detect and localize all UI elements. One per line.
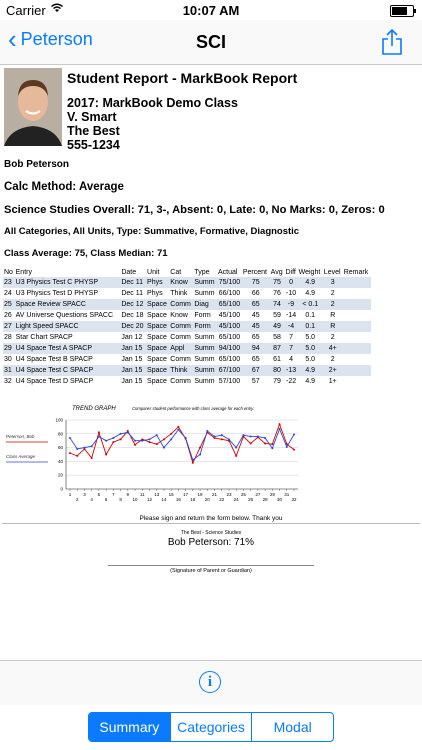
- report-title: Student Report - MarkBook Report: [67, 70, 298, 86]
- x-tick-label: 14: [161, 497, 167, 502]
- table-cell: Space: [147, 312, 167, 319]
- table-cell: 2: [330, 356, 335, 363]
- table-cell: 65/100: [218, 356, 241, 363]
- data-point: [112, 437, 114, 439]
- data-point: [120, 433, 122, 435]
- data-point: [199, 454, 201, 456]
- table-cell: Space Review SPACC: [15, 299, 121, 310]
- divider: [2, 523, 420, 524]
- table-cell: 7: [284, 343, 297, 354]
- data-point: [134, 444, 136, 446]
- table-cell: [343, 288, 371, 299]
- x-tick-label: 2: [75, 497, 79, 502]
- data-point: [91, 457, 93, 459]
- data-point: [120, 438, 122, 440]
- table-cell: Phys: [146, 277, 169, 288]
- data-point: [250, 442, 252, 444]
- x-tick-label: 16: [175, 497, 181, 502]
- table-cell: R: [323, 321, 343, 332]
- table-cell: 65: [251, 356, 260, 363]
- segment-summary[interactable]: Summary: [89, 713, 170, 741]
- table-cell: U4 Space Test C SPACP: [15, 365, 121, 376]
- table-cell: Star Chart SPACP: [15, 334, 73, 341]
- table-cell: 5.0: [298, 343, 323, 354]
- table-cell: [343, 376, 371, 387]
- table-cell: Space: [146, 365, 169, 376]
- table-cell: 30: [4, 356, 12, 363]
- table-cell: 4.9: [305, 378, 316, 385]
- segment-categories[interactable]: Categories: [170, 713, 252, 741]
- data-point: [69, 437, 71, 439]
- data-point: [156, 434, 158, 436]
- student-report: [0, 66, 422, 660]
- x-tick-label: 18: [190, 497, 196, 502]
- view-segmented-control: [88, 712, 334, 742]
- legend-label: Class Average: [6, 454, 36, 459]
- table-cell: 80: [270, 365, 285, 376]
- data-point: [192, 462, 194, 464]
- table-cell: 65/100: [218, 301, 241, 308]
- table-cell: -10: [285, 290, 297, 297]
- table-cell: -22: [285, 378, 297, 385]
- column-header: Unit: [147, 269, 160, 276]
- table-cell: 76: [273, 290, 281, 297]
- x-tick-label: 3: [83, 492, 86, 497]
- table-cell: 2+: [323, 365, 343, 376]
- marks-table: [3, 268, 371, 387]
- filter-summary: All Categories, All Units, Type: Summative, Formative, Diagnostic: [4, 226, 300, 237]
- table-cell: Space: [147, 334, 167, 341]
- table-row[interactable]: [3, 299, 371, 310]
- class-stats: Class Average: 75, Class Median: 71: [4, 248, 168, 259]
- student-photo: [4, 68, 62, 146]
- signature-label: (Signature of Parent or Guardian): [170, 568, 252, 574]
- slip-subject: The Best - Science Studies: [180, 530, 242, 536]
- back-label: Peterson: [20, 28, 93, 49]
- legend-label: Peterson, Bob: [6, 434, 35, 439]
- table-cell: 65: [251, 334, 260, 341]
- table-cell: Diag: [193, 299, 217, 310]
- table-cell: 0.1: [305, 312, 316, 319]
- table-cell: U4 Space Test D SPACP: [15, 378, 94, 385]
- x-tick-label: 5: [97, 492, 101, 497]
- table-cell: 79: [273, 378, 281, 385]
- table-cell: Dec 12: [120, 299, 146, 310]
- table-cell: [343, 365, 371, 376]
- table-cell: 4.9: [305, 290, 316, 297]
- table-cell: [343, 332, 371, 343]
- table-row[interactable]: [3, 321, 371, 332]
- column-header: Remark: [343, 269, 369, 276]
- table-cell: 94/100: [218, 345, 241, 352]
- table-cell: U3 Physics Test C PHYSP: [15, 277, 121, 288]
- column-header: Diff: [285, 269, 296, 276]
- clock: 10:07 AM: [182, 3, 240, 18]
- table-cell: 59: [273, 312, 281, 319]
- data-point: [76, 448, 78, 450]
- table-cell: 26: [4, 312, 12, 319]
- trend-chart: [2, 402, 302, 514]
- report-header: [67, 70, 297, 152]
- data-point: [170, 438, 172, 440]
- slip-student-mark: Bob Peterson: 71%: [167, 537, 255, 548]
- x-tick-label: 15: [168, 492, 174, 497]
- x-tick-label: 17: [183, 492, 189, 497]
- table-cell: Jan 15: [120, 343, 146, 354]
- navigation-bar: [0, 20, 422, 65]
- table-cell: 23: [3, 277, 15, 288]
- data-point: [257, 436, 259, 438]
- table-cell: Dec 11: [121, 290, 143, 297]
- y-tick-label: 60: [57, 445, 63, 451]
- table-cell: -4: [284, 321, 297, 332]
- table-cell: Know: [170, 312, 188, 319]
- table-cell: 45/100: [218, 312, 241, 319]
- table-cell: 45/100: [218, 323, 241, 330]
- table-cell: 74: [270, 299, 285, 310]
- x-tick-label: 24: [233, 497, 239, 502]
- table-cell: Appl: [169, 343, 193, 354]
- column-header: Entry: [15, 269, 32, 276]
- data-point: [98, 431, 100, 433]
- table-cell: Jan 15: [121, 356, 143, 363]
- x-tick-label: 29: [269, 492, 275, 497]
- table-cell: -14: [285, 312, 297, 319]
- bottom-toolbar: [0, 660, 422, 705]
- x-tick-label: 6: [104, 497, 108, 502]
- data-point: [286, 446, 288, 448]
- y-tick-label: 40: [57, 458, 63, 464]
- table-cell: 4+: [323, 343, 343, 354]
- table-row[interactable]: [3, 288, 371, 299]
- table-cell: Comm: [169, 299, 193, 310]
- table-cell: Summ: [194, 356, 215, 363]
- table-cell: Space: [147, 356, 167, 363]
- table-cell: [343, 321, 371, 332]
- table-cell: 67/100: [218, 367, 241, 374]
- table-cell: 49: [270, 321, 285, 332]
- data-point: [214, 436, 216, 438]
- data-point: [206, 430, 208, 432]
- sign-message: Please sign and return the form below. Thank you: [139, 515, 283, 522]
- x-tick-label: 4: [90, 497, 93, 502]
- table-cell: U4 Space Test B SPACP: [15, 356, 93, 363]
- data-point: [134, 440, 136, 442]
- column-header: Type: [194, 269, 210, 276]
- table-cell: 31: [3, 365, 15, 376]
- x-tick-label: 10: [132, 497, 138, 502]
- x-tick-label: 25: [240, 492, 246, 497]
- table-cell: 7: [289, 334, 293, 341]
- data-point: [105, 454, 107, 456]
- table-row[interactable]: [3, 354, 371, 365]
- x-tick-label: 22: [219, 497, 225, 502]
- data-point: [148, 438, 150, 440]
- table-cell: Comm: [170, 356, 191, 363]
- calc-method: Calc Method: Average: [4, 181, 124, 193]
- data-point: [293, 449, 295, 451]
- table-cell: Think: [170, 290, 188, 297]
- data-point: [185, 437, 187, 439]
- table-cell: 66: [251, 290, 260, 297]
- column-header: Weight: [298, 269, 321, 276]
- table-cell: [343, 299, 371, 310]
- table-cell: U3 Physics Test D PHYSP: [15, 290, 98, 297]
- table-cell: 58: [273, 334, 281, 341]
- data-point: [127, 431, 129, 433]
- chart-title: TREND GRAPH: [72, 406, 116, 412]
- y-tick-label: 80: [57, 431, 63, 437]
- x-tick-label: 20: [204, 497, 210, 502]
- x-tick-label: 19: [197, 492, 203, 497]
- teacher-name: V. Smart: [67, 110, 117, 124]
- table-cell: -9: [284, 299, 297, 310]
- carrier-label: Carrier: [6, 3, 46, 18]
- chevron-left-icon: ‹: [8, 24, 17, 54]
- student-name: Bob Peterson: [4, 159, 70, 170]
- data-point: [177, 429, 179, 431]
- data-point: [264, 437, 266, 439]
- data-point: [163, 447, 165, 449]
- table-cell: Summ: [193, 343, 217, 354]
- school-phone: 555-1234: [67, 138, 120, 152]
- school-name: The Best: [67, 124, 120, 138]
- table-cell: 65: [242, 299, 270, 310]
- table-cell: 4.9: [298, 277, 323, 288]
- table-cell: 45: [242, 321, 270, 332]
- table-cell: 57: [251, 378, 260, 385]
- x-tick-label: 8: [119, 497, 122, 502]
- table-cell: 3: [323, 277, 343, 288]
- column-header: Cat: [170, 269, 182, 276]
- table-cell: < 0.1: [298, 299, 323, 310]
- x-tick-label: 23: [226, 492, 232, 497]
- table-cell: [343, 310, 371, 321]
- table-cell: Dec 11: [120, 277, 146, 288]
- table-row[interactable]: [3, 365, 371, 376]
- table-cell: 2: [330, 334, 335, 341]
- table-cell: 25: [3, 299, 15, 310]
- table-cell: -13: [285, 367, 297, 374]
- data-point: [293, 433, 295, 435]
- table-cell: 87: [270, 343, 285, 354]
- table-cell: Form: [194, 312, 211, 319]
- table-cell: 32: [4, 378, 12, 385]
- column-header: Percent: [242, 269, 267, 276]
- table-cell: 2: [330, 290, 335, 297]
- table-row[interactable]: [3, 343, 371, 354]
- data-point: [69, 452, 71, 454]
- table-cell: 29: [3, 343, 15, 354]
- data-point: [250, 436, 252, 438]
- table-cell: Comm: [170, 378, 191, 385]
- data-point: [221, 434, 223, 436]
- column-header: No: [4, 269, 13, 276]
- table-cell: 75: [242, 277, 270, 288]
- data-point: [83, 447, 85, 449]
- data-point: [271, 443, 273, 445]
- table-cell: 75: [270, 277, 285, 288]
- data-point: [76, 455, 78, 457]
- chart-subtitle: Compares student performance with class average for each entry.: [132, 406, 255, 411]
- table-cell: Space: [146, 321, 169, 332]
- table-cell: 4: [289, 356, 293, 363]
- column-header: Actual: [217, 269, 238, 276]
- data-point: [105, 440, 107, 442]
- data-point: [264, 442, 266, 444]
- data-point: [98, 436, 100, 438]
- table-cell: 28: [4, 334, 12, 341]
- column-header: Level: [323, 269, 341, 276]
- data-point: [235, 447, 237, 449]
- table-row[interactable]: [3, 277, 371, 288]
- table-cell: Summ: [194, 334, 215, 341]
- table-cell: 65/100: [218, 334, 241, 341]
- table-cell: Summ: [193, 277, 217, 288]
- table-cell: 45: [251, 312, 260, 319]
- table-cell: [343, 277, 371, 288]
- table-cell: [343, 354, 371, 365]
- battery-icon: [390, 5, 414, 17]
- x-tick-label: 30: [277, 497, 283, 502]
- table-cell: 67: [242, 365, 270, 376]
- data-point: [221, 438, 223, 440]
- series-line-student: [70, 424, 294, 463]
- x-tick-label: 26: [248, 497, 254, 502]
- table-cell: 94: [242, 343, 270, 354]
- x-tick-label: 31: [284, 492, 290, 497]
- data-point: [192, 459, 194, 461]
- table-cell: Dec 20: [120, 321, 146, 332]
- table-cell: Summ: [194, 378, 215, 385]
- x-tick-label: 11: [139, 492, 145, 497]
- table-cell: Jan 15: [121, 378, 143, 385]
- table-cell: Jan 15: [120, 365, 146, 376]
- class-name: 2017: MarkBook Demo Class: [67, 96, 238, 110]
- table-cell: Summ: [194, 290, 215, 297]
- overall-summary: Science Studies Overall: 71, 3-, Absent: 0, Late: 0, No Marks: 0, Zeros: 0: [4, 204, 385, 216]
- table-cell: Comm: [170, 334, 191, 341]
- table-cell: 5.0: [305, 356, 316, 363]
- data-point: [163, 438, 165, 440]
- table-cell: Space: [147, 378, 167, 385]
- signature-line: [108, 565, 314, 566]
- table-cell: 0.1: [298, 321, 323, 332]
- table-cell: Dec 18: [121, 312, 144, 319]
- table-row[interactable]: [3, 332, 371, 343]
- table-cell: 0: [284, 277, 297, 288]
- table-cell: Comm: [169, 321, 193, 332]
- data-point: [279, 423, 281, 425]
- table-cell: 24: [4, 290, 12, 297]
- table-cell: Space: [146, 299, 169, 310]
- data-point: [170, 433, 172, 435]
- table-cell: [343, 343, 371, 354]
- table-cell: R: [330, 312, 336, 319]
- data-point: [141, 440, 143, 442]
- table-cell: Phys: [147, 290, 163, 297]
- table-cell: 57/100: [218, 378, 241, 385]
- x-tick-label: 32: [291, 497, 297, 502]
- table-cell: Know: [169, 277, 193, 288]
- data-point: [199, 447, 201, 449]
- x-tick-label: 28: [262, 497, 268, 502]
- data-point: [271, 447, 273, 449]
- table-cell: Light Speed SPACC: [15, 321, 121, 332]
- trend-graph: [2, 402, 302, 514]
- table-row[interactable]: [3, 376, 371, 387]
- y-tick-label: 100: [55, 417, 63, 423]
- table-row[interactable]: [3, 310, 371, 321]
- data-point: [156, 443, 158, 445]
- table-cell: Think: [169, 365, 193, 376]
- status-bar: [0, 0, 422, 20]
- data-point: [235, 455, 237, 457]
- x-tick-label: 9: [126, 492, 130, 497]
- table-cell: 61: [273, 356, 281, 363]
- table-cell: Form: [193, 321, 217, 332]
- table-cell: 4.9: [298, 365, 323, 376]
- segment-modal[interactable]: Modal: [251, 713, 333, 741]
- data-point: [112, 441, 114, 443]
- table-cell: Jan 12: [121, 334, 143, 341]
- x-tick-label: 21: [212, 492, 218, 497]
- data-point: [91, 445, 93, 447]
- nav-title: SCI: [195, 32, 226, 52]
- table-cell: 66/100: [218, 290, 241, 297]
- x-tick-label: 7: [112, 492, 115, 497]
- data-point: [177, 426, 179, 428]
- column-header: Avg: [270, 269, 283, 276]
- column-header: Date: [121, 269, 137, 276]
- x-tick-label: 27: [255, 492, 261, 497]
- data-point: [279, 428, 281, 430]
- data-point: [148, 441, 150, 443]
- table-cell: 27: [3, 321, 15, 332]
- table-cell: Space: [146, 343, 169, 354]
- x-tick-label: 13: [154, 492, 160, 497]
- share-icon[interactable]: [380, 28, 404, 56]
- table-cell: 5.0: [305, 334, 316, 341]
- y-tick-label: 0: [60, 486, 63, 492]
- table-cell: 2: [323, 299, 343, 310]
- table-cell: Summ: [193, 365, 217, 376]
- table-header-row: [3, 268, 371, 277]
- data-point: [242, 434, 244, 436]
- table-cell: 1+: [328, 378, 337, 385]
- x-tick-label: 1: [68, 492, 72, 497]
- data-point: [228, 438, 230, 440]
- y-tick-label: 20: [57, 472, 63, 478]
- table-cell: U4 Space Test A SPACP: [15, 343, 121, 354]
- info-icon[interactable]: i: [199, 671, 221, 693]
- x-tick-label: 12: [146, 497, 152, 502]
- table-cell: 75/100: [218, 279, 241, 286]
- table-cell: AV Universe Questions SPACC: [15, 312, 114, 319]
